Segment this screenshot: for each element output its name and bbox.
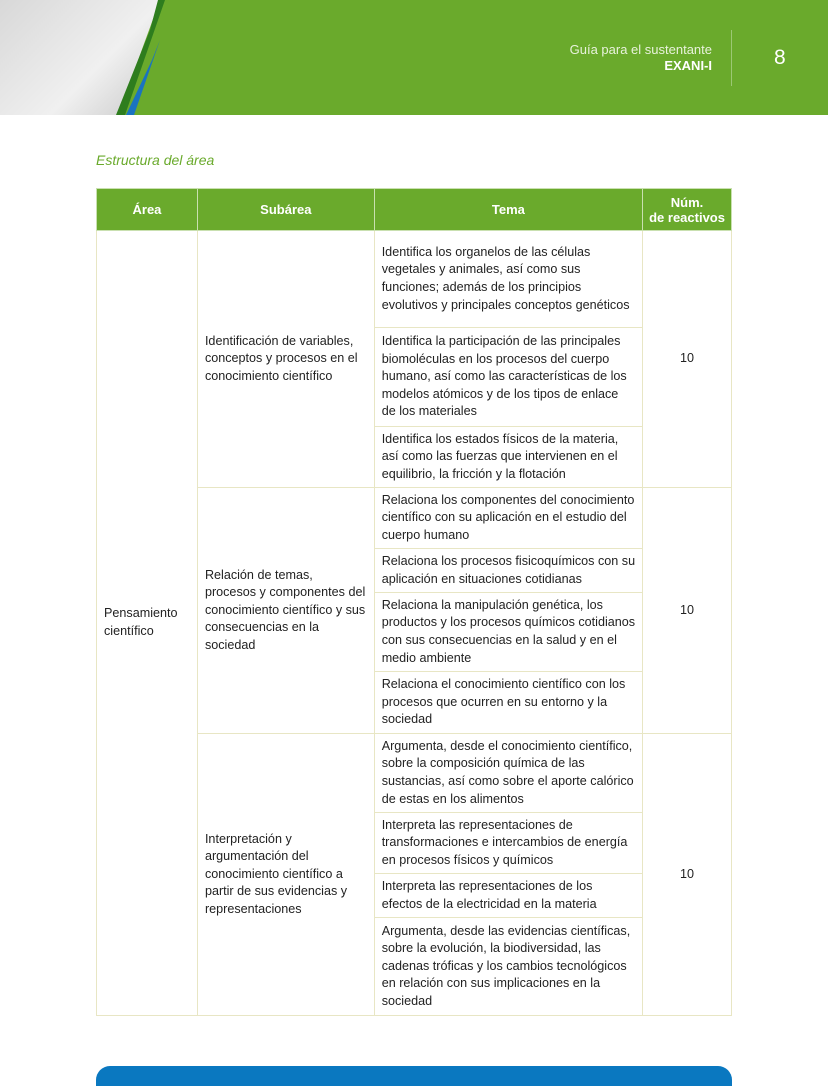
header-banner <box>0 0 828 115</box>
guide-title <box>570 42 712 74</box>
tema-cell: Identifica la participación de las principales biomoléculas en los procesos del cuerpo humano, así como las características de los modelos atómicos y de los tipos de enlace de los materiales <box>374 328 642 427</box>
structure-table <box>96 188 732 1016</box>
col-reactivos: Núm. de reactivos <box>643 189 732 231</box>
subarea-cell: Interpretación y argumentación del conocimiento científico a partir de sus evidencias y representaciones <box>197 734 374 1016</box>
col-subarea: Subárea <box>197 189 374 231</box>
table-row <box>97 231 732 328</box>
tema-cell: Relaciona la manipulación genética, los productos y los procesos químicos cotidianos con sus consecuencias en la salud y en el medio ambiente <box>374 593 642 672</box>
guide-label: Guía para el sustentante <box>569 42 712 57</box>
reactivos-cell: 10 <box>643 231 732 488</box>
page-number: 8 <box>774 46 786 69</box>
tema-cell: Identifica los estados físicos de la materia, así como las fuerzas que intervienen en el equilibrio, la fricción y la flotación <box>374 427 642 488</box>
tema-cell: Argumenta, desde el conocimiento científico, sobre la composición química de las sustancias, así como sobre el aporte calórico de estas en los alimentos <box>374 734 642 813</box>
tema-cell: Identifica los organelos de las células vegetales y animales, así como sus funciones; además de los principios evolutivos y principales conceptos genéticos <box>374 231 642 328</box>
col-area: Área <box>97 189 198 231</box>
subarea-cell: Relación de temas, procesos y componentes del conocimiento científico y sus consecuencias en la sociedad <box>197 488 374 734</box>
tema-cell: Interpreta las representaciones de los efectos de la electricidad en la materia <box>374 874 642 918</box>
tema-cell: Relaciona los componentes del conocimiento científico con su aplicación en el estudio del cuerpo humano <box>374 488 642 549</box>
area-cell: Pensamiento científico <box>97 231 198 1016</box>
tema-cell: Relaciona los procesos fisicoquímicos con su aplicación en situaciones cotidianas <box>374 549 642 593</box>
reactivos-cell: 10 <box>643 734 732 1016</box>
subarea-cell: Identificación de variables, conceptos y procesos en el conocimiento científico <box>197 231 374 488</box>
reactivos-cell: 10 <box>643 488 732 734</box>
footer-bar <box>96 1066 732 1086</box>
tema-cell: Interpreta las representaciones de transformaciones e intercambios de energía en procesos físicos y químicos <box>374 813 642 874</box>
section-title: Estructura del área <box>96 152 215 168</box>
exam-name: EXANI-I <box>664 58 712 73</box>
tema-cell: Relaciona el conocimiento científico con los procesos que ocurren en su entorno y la sociedad <box>374 672 642 734</box>
tema-cell: Argumenta, desde las evidencias científicas, sobre la evolución, la biodiversidad, las cadenas tróficas y los cambios tecnológicos en relación con sus implicaciones en la sociedad <box>374 918 642 1016</box>
divider <box>731 30 732 86</box>
col-tema: Tema <box>374 189 642 231</box>
